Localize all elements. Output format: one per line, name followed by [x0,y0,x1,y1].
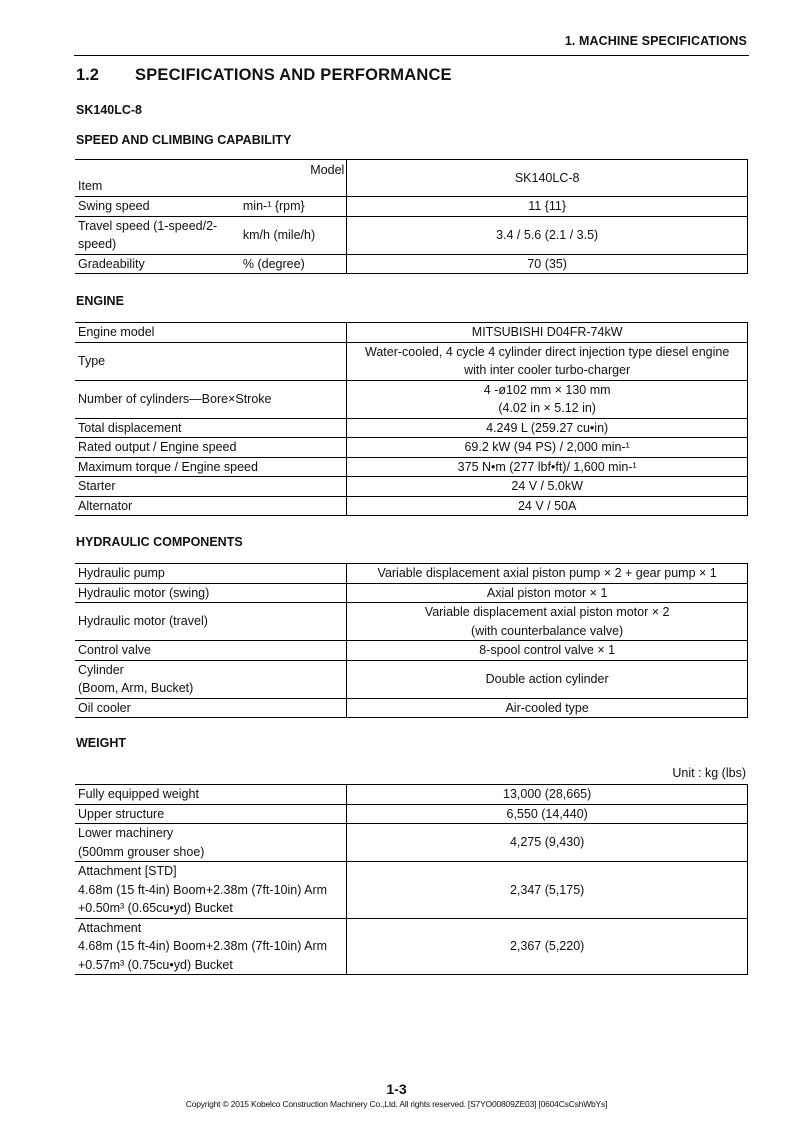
value-line: with inter cooler turbo-charger [464,363,631,377]
row-value [347,603,748,641]
engine-heading: ENGINE [76,294,124,308]
row-item: Starter [75,477,347,497]
table-row [75,380,748,418]
row-unit: km/h (mile/h) [240,216,347,254]
speed-heading: SPEED AND CLIMBING CAPABILITY [76,133,292,147]
row-value: 70 (35) [347,254,748,274]
row-item: Rated output / Engine speed [75,438,347,458]
value-line: Variable displacement axial piston motor × 2 [424,605,670,619]
table-row [75,824,748,862]
value-line: (4.02 in × 5.12 in) [498,401,596,415]
chapter-header: 1. MACHINE SPECIFICATIONS [564,34,747,48]
row-item: Number of cylinders—Bore×Stroke [75,380,347,418]
row-value: 69.2 kW (94 PS) / 2,000 min-¹ [347,438,748,458]
table-row [75,496,748,516]
row-item: Hydraulic pump [75,564,347,584]
table-row [75,342,748,380]
row-item: Engine model [75,323,347,343]
row-value: 2,347 (5,175) [347,862,748,919]
header-rule [74,55,749,56]
table-row [75,603,748,641]
row-item: Total displacement [75,418,347,438]
hydraulic-table [75,563,748,718]
row-item: Alternator [75,496,347,516]
header-item-label: Item [78,179,103,193]
table-row [75,918,748,975]
row-item: Travel speed (1-speed/2-speed) [75,216,240,254]
table-row [75,254,748,274]
section-number: 1.2 [76,66,99,84]
item-line: 4.68m (15 ft-4in) Boom+2.38m (7ft-10in) Arm [78,939,328,953]
row-value: 24 V / 5.0kW [347,477,748,497]
table-row [75,457,748,477]
weight-table [75,784,748,975]
table-row [75,583,748,603]
row-unit: min-¹ {rpm} [240,197,347,217]
item-line: Lower machinery [78,826,174,840]
row-value [347,380,748,418]
value-line: Water-cooled, 4 cycle 4 cylinder direct injection type diesel engine [365,344,730,359]
table-row [75,564,748,584]
speed-table [75,159,748,274]
row-value: Axial piston motor × 1 [347,583,748,603]
item-line: +0.57m³ (0.75cu•yd) Bucket [78,957,233,972]
row-item [75,918,347,975]
table-row [75,323,748,343]
row-item [75,862,347,919]
table-row [75,438,748,458]
table-row [75,216,748,254]
table-row [75,862,748,919]
value-line: (with counterbalance valve) [471,623,624,638]
row-value: 8-spool control valve × 1 [347,641,748,661]
table-row [75,804,748,824]
row-item: Oil cooler [75,698,347,718]
value-line: 4 -ø102 mm × 130 mm [483,382,611,397]
row-value: 2,367 (5,220) [347,918,748,975]
table-row [75,785,748,805]
row-item: Fully equipped weight [75,785,347,805]
row-value: 11 {11} [347,197,748,217]
table-row [75,197,748,217]
item-line: (Boom, Arm, Bucket) [78,681,194,695]
row-item: Control valve [75,641,347,661]
row-value [347,342,748,380]
hydraulic-heading: HYDRAULIC COMPONENTS [76,535,243,549]
speed-header-row [75,160,748,197]
item-line: Cylinder [78,662,124,677]
row-item: Maximum torque / Engine speed [75,457,347,477]
item-line: Attachment [78,920,142,935]
row-value: Variable displacement axial piston pump × 2 + gear pump × 1 [347,564,748,584]
table-row [75,641,748,661]
row-item: Type [75,342,347,380]
row-value: 3.4 / 5.6 (2.1 / 3.5) [347,216,748,254]
row-value: 13,000 (28,665) [347,785,748,805]
row-value: 375 N•m (277 lbf•ft)/ 1,600 min-¹ [347,457,748,477]
row-value: Air-cooled type [347,698,748,718]
item-line: +0.50m³ (0.65cu•yd) Bucket [78,901,233,915]
row-item: Gradeability [75,254,240,274]
copyright-notice: Copyright © 2015 Kobelco Construction Machinery Co.,Ltd. All rights reserved. [S7YO00809ZE03] [0604CsCshWbYs] [185,1099,608,1109]
row-value: MITSUBISHI D04FR-74kW [347,323,748,343]
engine-table [75,322,748,516]
weight-heading: WEIGHT [76,736,126,750]
table-row [75,477,748,497]
row-item [75,660,347,698]
model-heading: SK140LC-8 [76,103,142,117]
model-item-cell [75,160,347,197]
table-row [75,660,748,698]
row-item [75,824,347,862]
row-item: Hydraulic motor (travel) [75,603,347,641]
table-row [75,698,748,718]
row-value: 4.249 L (259.27 cu•in) [347,418,748,438]
header-model-label: Model [310,163,345,177]
row-item: Swing speed [75,197,240,217]
row-value: 6,550 (14,440) [347,804,748,824]
row-unit: % (degree) [240,254,347,274]
header-model-value: SK140LC-8 [347,160,748,197]
row-value: Double action cylinder [347,660,748,698]
section-title: SPECIFICATIONS AND PERFORMANCE [135,66,452,84]
row-value: 24 V / 50A [347,496,748,516]
unit-note: Unit : kg (lbs) [672,766,746,780]
row-item: Hydraulic motor (swing) [75,583,347,603]
row-item: Upper structure [75,804,347,824]
page-number: 1-3 [386,1081,407,1097]
item-line: (500mm grouser shoe) [78,844,205,859]
item-line: Attachment [STD] [78,864,177,878]
row-value: 4,275 (9,430) [347,824,748,862]
table-row [75,418,748,438]
item-line: 4.68m (15 ft-4in) Boom+2.38m (7ft-10in) Arm [78,882,328,897]
